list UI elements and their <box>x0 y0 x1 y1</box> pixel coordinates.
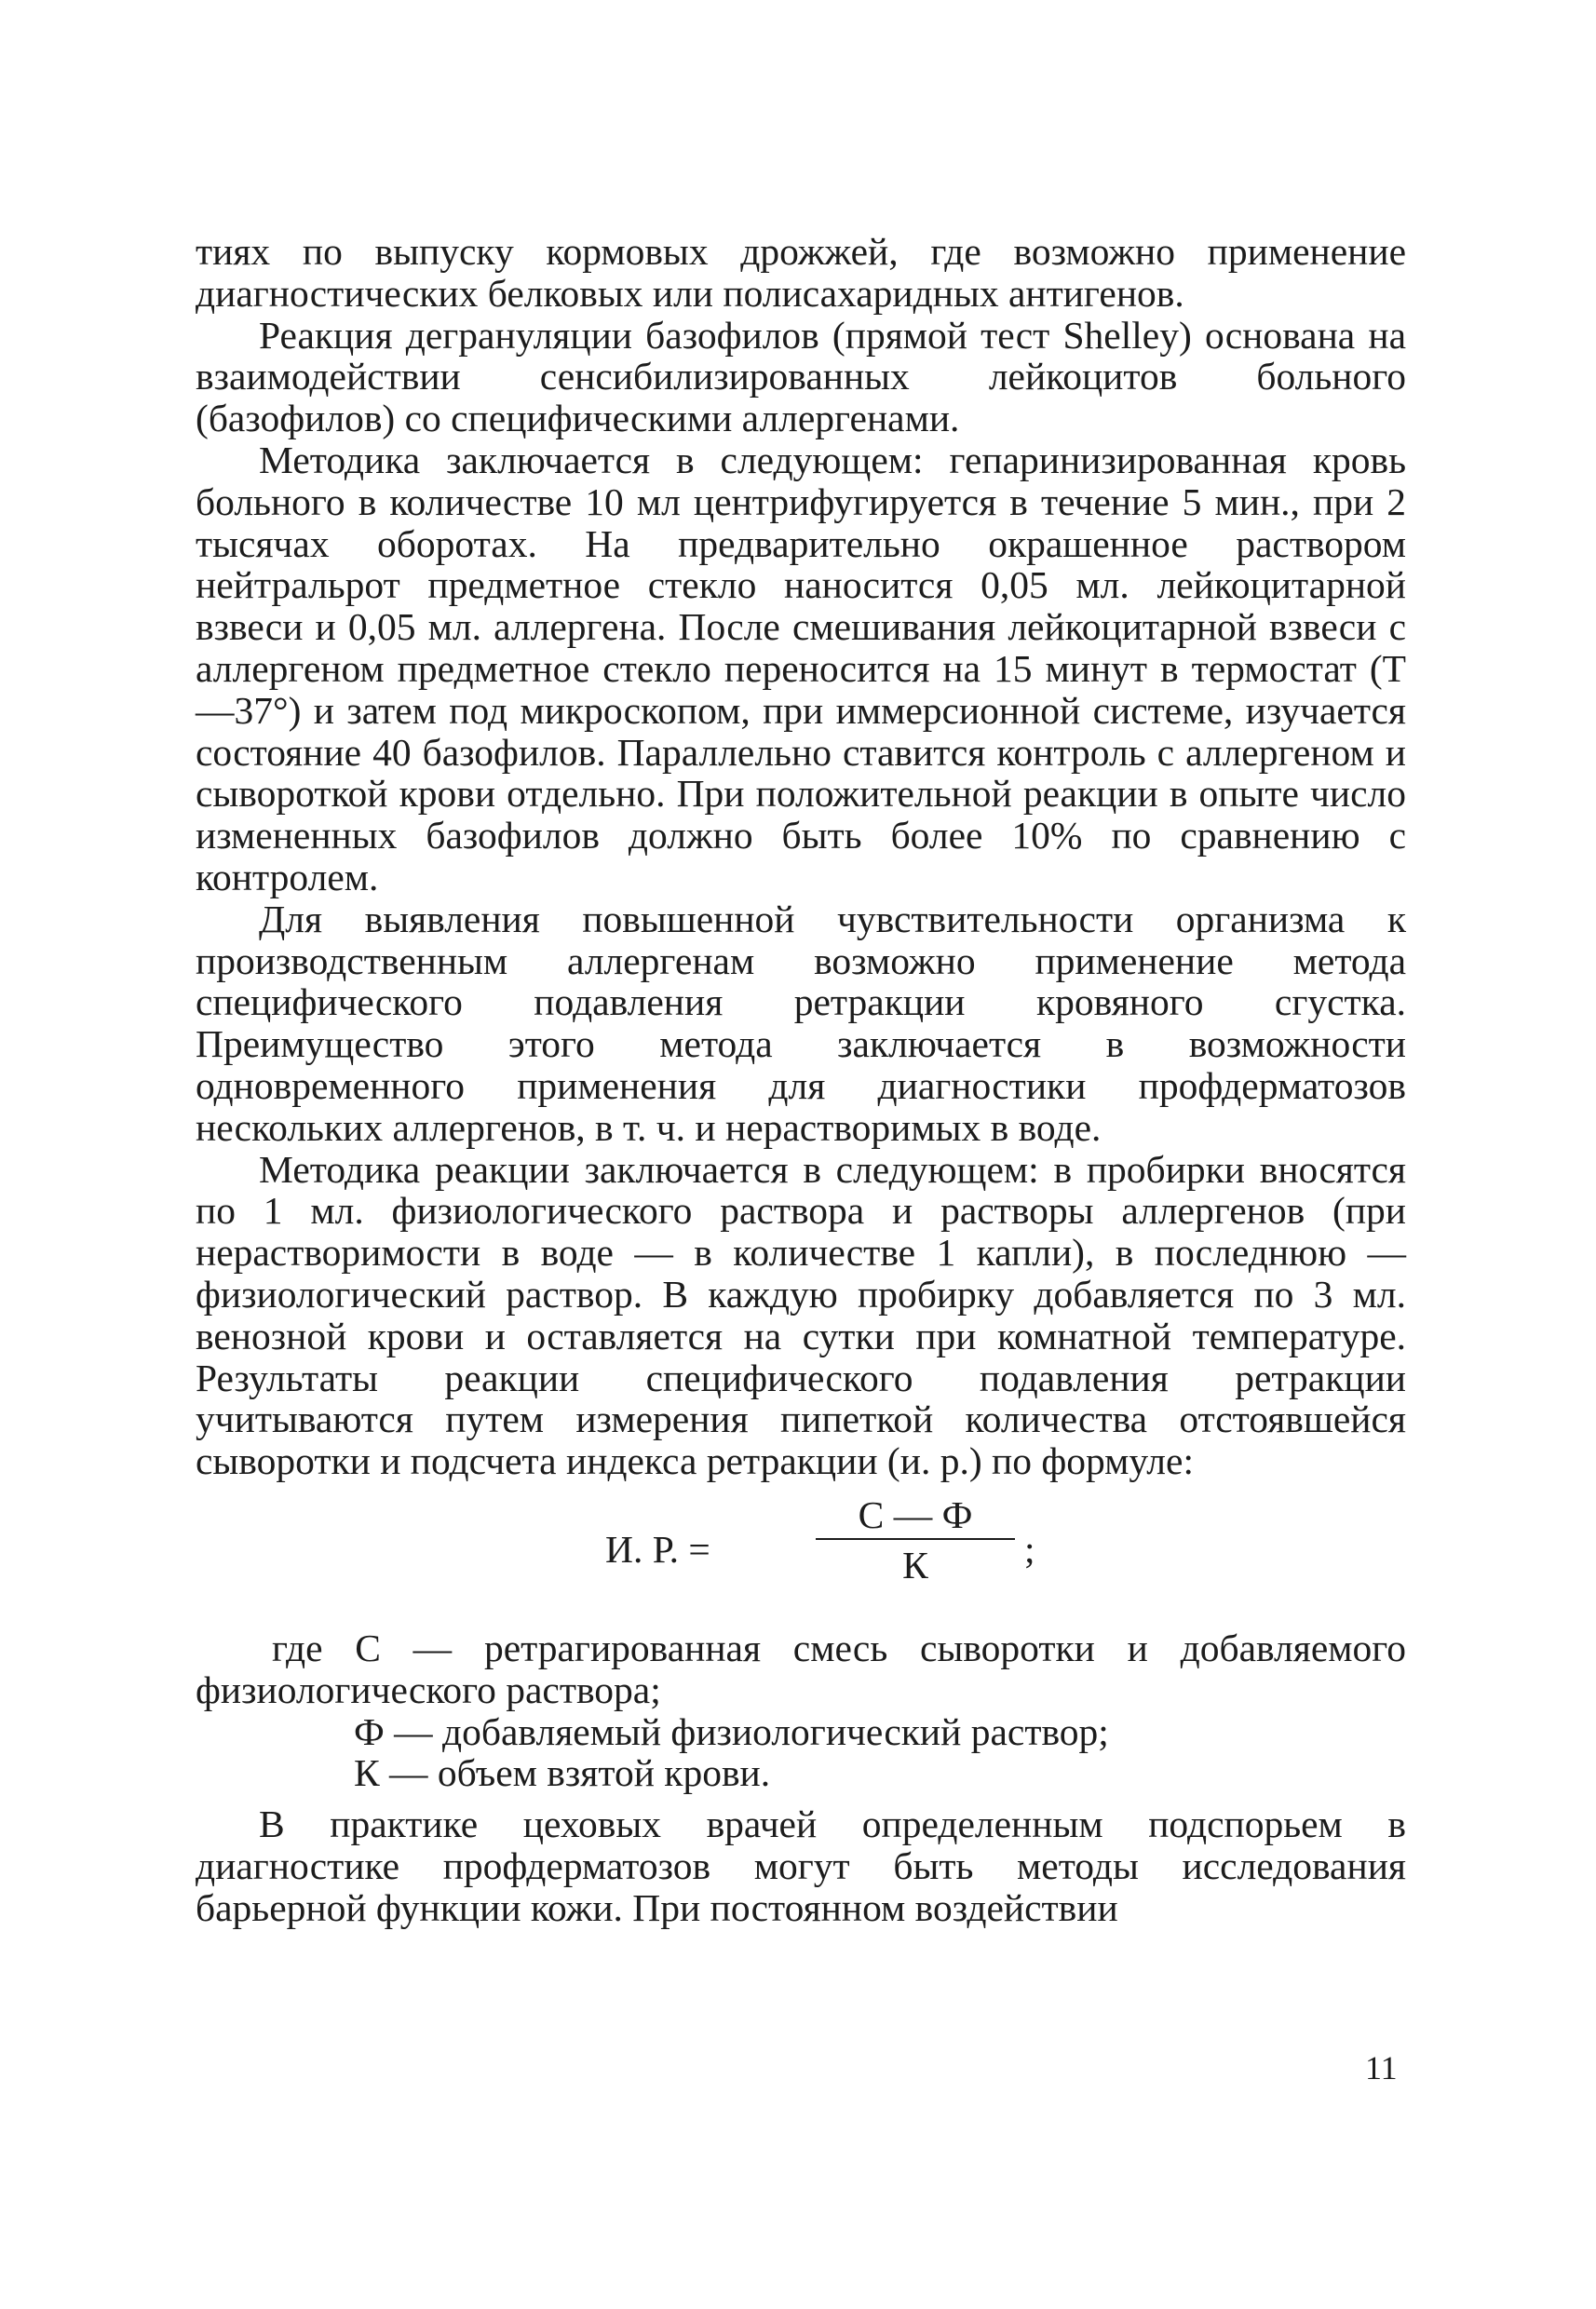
formula-punctuation: ; <box>1024 1527 1035 1571</box>
formula-legend <box>196 1627 1406 1794</box>
paragraph-reaction-method: Методика реакции заключается в следующем: в пробирки вносятся по 1 мл. физиологического раствора и растворы аллергенов (при нерастворимости в воде — в количестве 1 капли), в последнюю — физиологический раствор. В каждую пробирку добавляется по 3 мл. венозной крови и оставляется на сутки при комнатной температуре. Результаты реакции специфического подавления ретракции учитываются путем измерения пипеткой количества отстоявшейся сыворотки и подсчета индекса ретракции (и. р.) по формуле: <box>196 1147 1406 1483</box>
paragraph-barrier-function: В практике цеховых врачей определенным подспорьем в диагностике профдерматозов могут быть методы исследования барьерной функции кожи. При постоянном воздействии <box>196 1803 1406 1929</box>
legend-item-f: Ф — добавляемый физиологический раствор; <box>354 1709 1109 1753</box>
page-body <box>196 231 1406 1928</box>
formula-denominator: К <box>902 1543 928 1587</box>
legend-item-c: где С — ретрагированная смесь сыворотки и добавляемого физиологического раствора; <box>196 1626 1406 1711</box>
paragraph-continuation: тиях по выпуску кормовых дрожжей, где возможно применение диагностических белковых или полисахаридных антигенов. <box>196 230 1406 315</box>
paragraph-method-description: Методика заключается в следующем: гепаринизированная кровь больного в количестве 10 мл центрифугируется в течение 5 мин., при 2 тысячах оборотах. На предварительно окрашенное раствором нейтральрот предметное стекло наносится 0,05 мл. лейкоцитарной взвеси и 0,05 мл. аллергена. После смешивания лейкоцитарной взвеси с аллергеном предметное стекло переносится на 15 минут в термостат (Т—37°) и затем под микроскопом, при иммерсионной системе, изучается состояние 40 базофилов. Параллельно ставится контроль с аллергеном и сывороткой крови отдельно. При положительной реакции в опыте число измененных базофилов должно быть более 10% по сравнению с контролем. <box>196 438 1406 898</box>
page-number: 11 <box>1365 2049 1398 2086</box>
retraction-index-formula <box>196 1493 1406 1614</box>
paragraph-retraction-suppression: Для выявления повышенной чувствительности организма к производственным аллергенам возможно применение метода специфического подавления ретракции кровяного сгустка. Преимущество этого метода заключается в возможности одновременного применения для диагностики профдерматозов нескольких аллергенов, в т. ч. и нерастворимых в воде. <box>196 897 1406 1149</box>
formula-fraction <box>816 1493 1015 1587</box>
formula-numerator: С — Ф <box>858 1492 973 1536</box>
legend-item-k: К — объем взятой крови. <box>354 1751 771 1795</box>
fraction-bar <box>816 1538 1015 1540</box>
formula-lhs: И. Р. = <box>605 1527 710 1571</box>
paragraph-degranulation-reaction: Реакция дегрануляции базофилов (прямой тест Shelley) основана на взаимодействии сенсибилизированных лейкоцитов больного (базофилов) со специфическими аллергенами. <box>196 313 1406 440</box>
